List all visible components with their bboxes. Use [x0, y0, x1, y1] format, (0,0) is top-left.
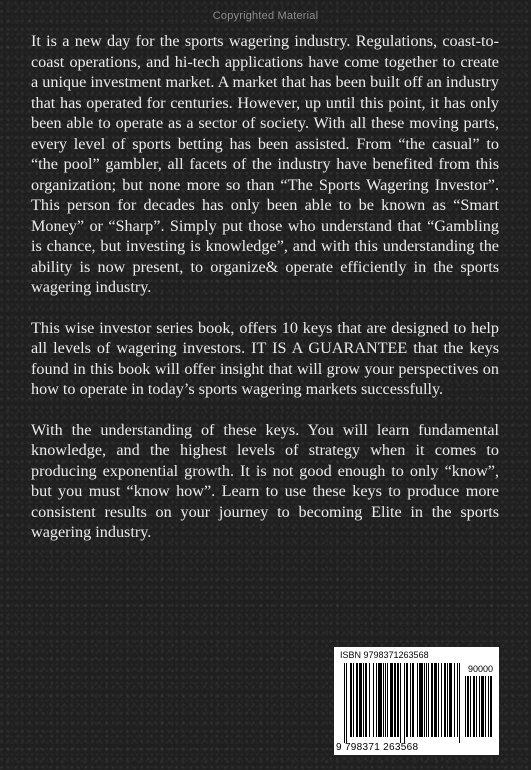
paragraph-intro: It is a new day for the sports wagering industry. Regulations, coast-to-coast operations, and hi-tech applications have come together to create a unique investment market. A market that has been built off an industry that has operated for centuries. However, up until this point, it has only been able to operate as a sector of society. With all these moving parts, every level of sports betting has been assisted. From “the casual” to “the pool” gambler, all facets of the industry have benefited from this organization; but none more so than “The Sports Wagering Investor”. This person for decades has only been able to be known as “Smart Money” or “Sharp”. Simply put those who understand that “Gambling is chance, but investing is knowledge”, and with this understanding the ability is now present, to organize& operate efficiently in the sports wagering industry. [31, 32, 499, 296]
copyright-watermark-top: Copyrighted Material [212, 10, 319, 22]
paragraph-guarantee: This wise investor series book, offers 10 keys that are designed to help all levels of wagering investors. IT IS A GUARANTEE that the keys found in this book will offer insight that will grow your perspectives on how to operate in today’s sports wagering markets successfully. [31, 318, 499, 398]
isbn-label: ISBN 9798371263568 [340, 650, 429, 660]
barcode-bars-icon [344, 663, 460, 743]
back-cover-text [31, 31, 499, 543]
isbn-barcode [334, 647, 499, 755]
paragraph-keys: With the understanding of these keys. You will learn fundamental knowledge, and the highest levels of strategy when it comes to producing exponential growth. It is not good enough to only “know”, but you must “know how”. Learn to use these keys to produce more consistent results on your journey to becoming Elite in the sports wagering industry. [31, 420, 499, 541]
barcode-digits: 9 798371 263568 [336, 742, 419, 753]
barcode-addon-bars-icon [465, 676, 493, 743]
price-code: 90000 [467, 664, 493, 674]
